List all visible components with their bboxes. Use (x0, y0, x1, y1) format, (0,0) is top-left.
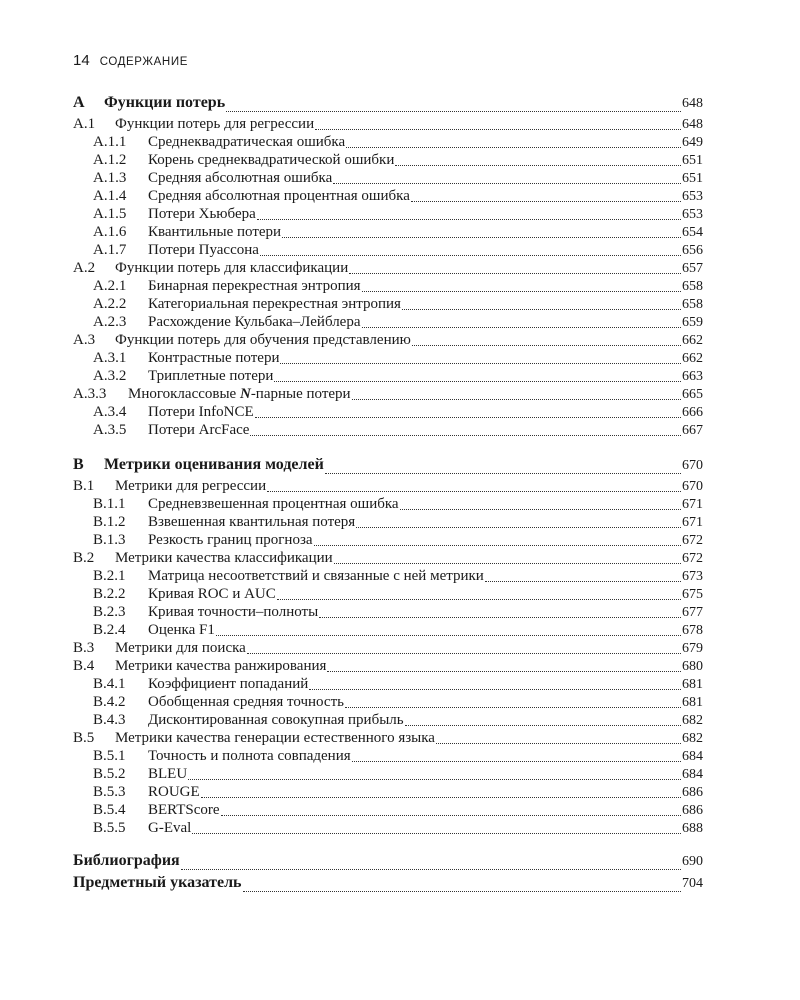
toc-entry-number: B.5.1 (93, 748, 126, 764)
toc-entry[interactable] (73, 170, 703, 188)
toc-entry-title: Средняя абсолютная ошибка (148, 170, 333, 186)
dot-leader (274, 381, 681, 382)
page-header (73, 52, 188, 72)
toc-entry-title: Метрики качества ранжирования (115, 658, 327, 674)
toc-entry[interactable] (73, 550, 703, 568)
toc-entry-title: Обобщенная средняя точность (148, 694, 344, 710)
dot-leader (319, 617, 681, 618)
toc-entry-number: B.4.2 (93, 694, 126, 710)
toc-entry-page: 665 (682, 387, 703, 402)
page-number: 14 (73, 52, 90, 69)
toc-entry-page: 671 (682, 497, 703, 512)
toc-entry-page: 673 (682, 569, 703, 584)
section-gap (73, 838, 703, 852)
dot-leader (315, 129, 681, 130)
toc-entry[interactable] (73, 278, 703, 296)
toc-entry[interactable] (73, 748, 703, 766)
toc-entry-title (128, 386, 351, 403)
toc-entry[interactable] (73, 188, 703, 206)
dot-leader (181, 869, 681, 870)
toc-entry-title: Расхождение Кульбака–Лейблера (148, 314, 361, 330)
toc-entry[interactable] (73, 260, 703, 278)
toc-entry-title: Библиография (73, 852, 180, 869)
toc-entry-page: 686 (682, 785, 703, 800)
toc-entry-number: B.4.1 (93, 676, 126, 692)
toc-entry-page: 670 (682, 479, 703, 494)
toc-entry-bibliography[interactable] (73, 852, 703, 874)
toc-entry-number: B.2.3 (93, 604, 126, 620)
toc-entry-number: A.3.1 (93, 350, 127, 366)
toc-entry-title: ROUGE (148, 784, 200, 800)
toc-entry-page: 688 (682, 821, 703, 836)
toc-entry-number: A.3 (73, 332, 96, 348)
toc-entry[interactable] (73, 404, 703, 422)
toc-entry-number: A.3.3 (73, 386, 107, 402)
toc-entry-page: 682 (682, 731, 703, 746)
dot-leader (216, 635, 681, 636)
toc-entry-page: 656 (682, 243, 703, 258)
running-head: СОДЕРЖАНИЕ (99, 56, 188, 68)
toc-entry[interactable] (73, 296, 703, 314)
toc-entry-page: 651 (682, 153, 703, 168)
dot-leader (405, 725, 681, 726)
dot-leader (282, 237, 681, 238)
toc-entry-number: A.3.5 (93, 422, 127, 438)
toc-entry[interactable] (73, 658, 703, 676)
dot-leader (402, 309, 681, 310)
toc-entry-page: 680 (682, 659, 703, 674)
toc-entry-page: 681 (682, 695, 703, 710)
toc-entry-page: 690 (682, 854, 703, 869)
dot-leader (201, 797, 681, 798)
toc-entry-title: Оценка F1 (148, 622, 215, 638)
toc-entry-number: B.5.4 (93, 802, 126, 818)
toc-entry-page: 704 (682, 876, 703, 891)
toc-entry[interactable] (73, 224, 703, 242)
chapter-title: Функции потерь (104, 94, 226, 111)
toc-entry[interactable] (73, 820, 703, 838)
dot-leader (309, 689, 681, 690)
toc-entry-number: A.1.4 (93, 188, 127, 204)
toc-entry-page: 675 (682, 587, 703, 602)
toc-entry[interactable] (73, 694, 703, 712)
dot-leader (188, 779, 681, 780)
dot-leader (257, 219, 681, 220)
toc-entry-page: 648 (682, 117, 703, 132)
toc-entry-title: Средняя абсолютная процентная ошибка (148, 188, 410, 204)
toc-entry[interactable] (73, 712, 703, 730)
dot-leader (327, 671, 681, 672)
toc-entry[interactable] (73, 478, 703, 496)
toc-entry-title: Кривая ROC и AUC (148, 586, 276, 602)
toc-entry-title: Метрики качества генерации естественного языка (115, 730, 435, 746)
toc-entry-page: 658 (682, 279, 703, 294)
toc-entry[interactable] (73, 514, 703, 532)
toc-entry[interactable] (73, 386, 703, 404)
toc-entry-number: B.5.5 (93, 820, 126, 836)
dot-leader (395, 165, 681, 166)
toc-entry-page: 653 (682, 207, 703, 222)
toc-entry[interactable] (73, 604, 703, 622)
chapter-page: 670 (682, 458, 703, 473)
toc-entry-title: Взвешенная квантильная потеря (148, 514, 356, 530)
toc-entry-page: 662 (682, 333, 703, 348)
toc-entry-number: A.3.2 (93, 368, 127, 384)
toc-entry-page: 657 (682, 261, 703, 276)
toc-entry[interactable] (73, 802, 703, 820)
toc-entry-number: B.4 (73, 658, 95, 674)
toc-entry[interactable] (73, 532, 703, 550)
dot-leader (345, 707, 681, 708)
toc-entry-title: Кривая точности–полноты (148, 604, 319, 620)
toc-entry-number: B.2.4 (93, 622, 126, 638)
dot-leader (485, 581, 681, 582)
toc-entry-title: Потери InfoNCE (148, 404, 254, 420)
toc-entry-number: A.2.2 (93, 296, 127, 312)
toc-entry-number: A.2.3 (93, 314, 127, 330)
toc-entry-number: B.4.3 (93, 712, 126, 728)
toc-entry-title: Точность и полнота совпадения (148, 748, 351, 764)
toc-entry-title: Триплетные потери (148, 368, 274, 384)
chapter-page: 648 (682, 96, 703, 111)
toc-entry-title: Средневзвешенная процентная ошибка (148, 496, 399, 512)
table-of-contents (73, 94, 703, 896)
toc-entry-number: A.3.4 (93, 404, 127, 420)
toc-entry-title: Квантильные потери (148, 224, 282, 240)
toc-entry-page: 681 (682, 677, 703, 692)
toc-entry[interactable] (73, 730, 703, 748)
toc-entry-page: 679 (682, 641, 703, 656)
toc-entry-number: A.2 (73, 260, 96, 276)
toc-entry-title: G-Eval (148, 820, 192, 836)
dot-leader (260, 255, 681, 256)
toc-entry[interactable] (73, 242, 703, 260)
dot-leader (356, 527, 681, 528)
toc-entry-title: Дисконтированная совокупная прибыль (148, 712, 404, 728)
dot-leader (334, 563, 681, 564)
toc-entry-page: 659 (682, 315, 703, 330)
toc-entry[interactable] (73, 676, 703, 694)
toc-entry-page: 684 (682, 767, 703, 782)
toc-entry-page: 666 (682, 405, 703, 420)
toc-entry-title: Функции потерь для регрессии (115, 116, 315, 132)
toc-entry[interactable] (73, 422, 703, 440)
toc-entry[interactable] (73, 314, 703, 332)
toc-entry[interactable] (73, 350, 703, 368)
toc-entry-index[interactable] (73, 874, 703, 896)
toc-entry-page: 654 (682, 225, 703, 240)
toc-entry[interactable] (73, 766, 703, 784)
toc-entry-title: Предметный указатель (73, 874, 242, 891)
toc-entry-number: B.5 (73, 730, 95, 746)
toc-entry-page: 667 (682, 423, 703, 438)
toc-entry-title: Коэффициент попаданий (148, 676, 309, 692)
toc-entry[interactable] (73, 784, 703, 802)
dot-leader (352, 399, 681, 400)
toc-entry-number: A.1.3 (93, 170, 127, 186)
toc-entry-number: B.1 (73, 478, 95, 494)
toc-entry-title: Корень среднеквадратической ошибки (148, 152, 395, 168)
title-part: Многоклассовые (128, 386, 240, 402)
dot-leader (221, 815, 681, 816)
toc-entry-title: BERTScore (148, 802, 220, 818)
dot-leader (400, 509, 681, 510)
toc-entry-number: B.5.2 (93, 766, 126, 782)
toc-entry-title: Среднеквадратическая ошибка (148, 134, 346, 150)
dot-leader (333, 183, 681, 184)
toc-entry[interactable] (73, 622, 703, 640)
toc-entry-page: 672 (682, 533, 703, 548)
toc-entry-title: Метрики для регрессии (115, 478, 267, 494)
toc-entry-title: Потери Пуассона (148, 242, 259, 258)
toc-entry-number: A.1.2 (93, 152, 127, 168)
toc-entry-title: Метрики для поиска (115, 640, 246, 656)
toc-entry-page: 677 (682, 605, 703, 620)
toc-entry-title: Резкость границ прогноза (148, 532, 313, 548)
toc-entry-number: A.1.5 (93, 206, 127, 222)
dot-leader (267, 491, 681, 492)
dot-leader (349, 273, 681, 274)
chapter-number: A (73, 94, 85, 111)
dot-leader (352, 761, 681, 762)
dot-leader (243, 891, 681, 892)
toc-chapter-heading[interactable] (73, 456, 703, 478)
toc-entry[interactable] (73, 206, 703, 224)
toc-entry[interactable] (73, 134, 703, 152)
dot-leader (277, 599, 681, 600)
toc-entry-title: Бинарная перекрестная энтропия (148, 278, 361, 294)
toc-entry[interactable] (73, 152, 703, 170)
toc-entry-page: 663 (682, 369, 703, 384)
chapter-title: Метрики оценивания моделей (104, 456, 324, 473)
toc-entry-number: B.5.3 (93, 784, 126, 800)
toc-entry-page: 649 (682, 135, 703, 150)
toc-entry[interactable] (73, 586, 703, 604)
dot-leader (255, 417, 681, 418)
toc-entry-page: 662 (682, 351, 703, 366)
toc-entry-page: 686 (682, 803, 703, 818)
dot-leader (280, 363, 681, 364)
toc-entry-title: Контрастные потери (148, 350, 280, 366)
toc-entry-number: B.2.1 (93, 568, 126, 584)
toc-entry-page: 653 (682, 189, 703, 204)
appendix-b-section (73, 456, 703, 838)
toc-entry-page: 678 (682, 623, 703, 638)
toc-entry[interactable] (73, 116, 703, 134)
toc-entry-title: Функции потерь для классификации (115, 260, 349, 276)
dot-leader (192, 833, 681, 834)
toc-entry[interactable] (73, 368, 703, 386)
toc-entry[interactable] (73, 568, 703, 586)
title-part: -парные потери (250, 386, 351, 402)
dot-leader (247, 653, 681, 654)
toc-entry-title: Потери ArcFace (148, 422, 250, 438)
toc-entry[interactable] (73, 496, 703, 514)
toc-entry-title: Матрица несоответствий и связанные с ней метрики (148, 568, 484, 584)
toc-entry-number: B.1.2 (93, 514, 126, 530)
toc-entry-number: A.1.6 (93, 224, 127, 240)
toc-entry-number: A.1 (73, 116, 96, 132)
dot-leader (436, 743, 681, 744)
toc-entry-number: B.2.2 (93, 586, 126, 602)
dot-leader (411, 201, 681, 202)
dot-leader (250, 435, 681, 436)
toc-entry-page: 684 (682, 749, 703, 764)
dot-leader (314, 545, 681, 546)
toc-entry-number: B.2 (73, 550, 95, 566)
toc-entry[interactable] (73, 640, 703, 658)
chapter-number: B (73, 456, 84, 473)
toc-entry-page: 682 (682, 713, 703, 728)
section-gap (73, 440, 703, 456)
toc-entry[interactable] (73, 332, 703, 350)
toc-entry-title: Функции потерь для обучения представлению (115, 332, 411, 348)
toc-entry-number: B.1.3 (93, 532, 126, 548)
dot-leader (362, 291, 681, 292)
toc-entry-title: Категориальная перекрестная энтропия (148, 296, 401, 312)
toc-entry-page: 651 (682, 171, 703, 186)
toc-entry-number: B.3 (73, 640, 95, 656)
dot-leader (412, 345, 681, 346)
toc-entry-number: A.1.1 (93, 134, 127, 150)
toc-entry-number: B.1.1 (93, 496, 126, 512)
toc-entry-title: Потери Хьюбера (148, 206, 256, 222)
appendix-a-section (73, 94, 703, 440)
dot-leader (226, 111, 681, 112)
dot-leader (346, 147, 681, 148)
toc-entry-number: A.1.7 (93, 242, 127, 258)
toc-entry-page: 671 (682, 515, 703, 530)
toc-entry-title: Метрики качества классификации (115, 550, 333, 566)
toc-entry-number: A.2.1 (93, 278, 127, 294)
title-emphasis: N (239, 386, 251, 402)
toc-chapter-heading[interactable] (73, 94, 703, 116)
toc-entry-title: BLEU (148, 766, 188, 782)
dot-leader (362, 327, 682, 328)
toc-entry-page: 658 (682, 297, 703, 312)
dot-leader (325, 473, 681, 474)
toc-entry-page: 672 (682, 551, 703, 566)
